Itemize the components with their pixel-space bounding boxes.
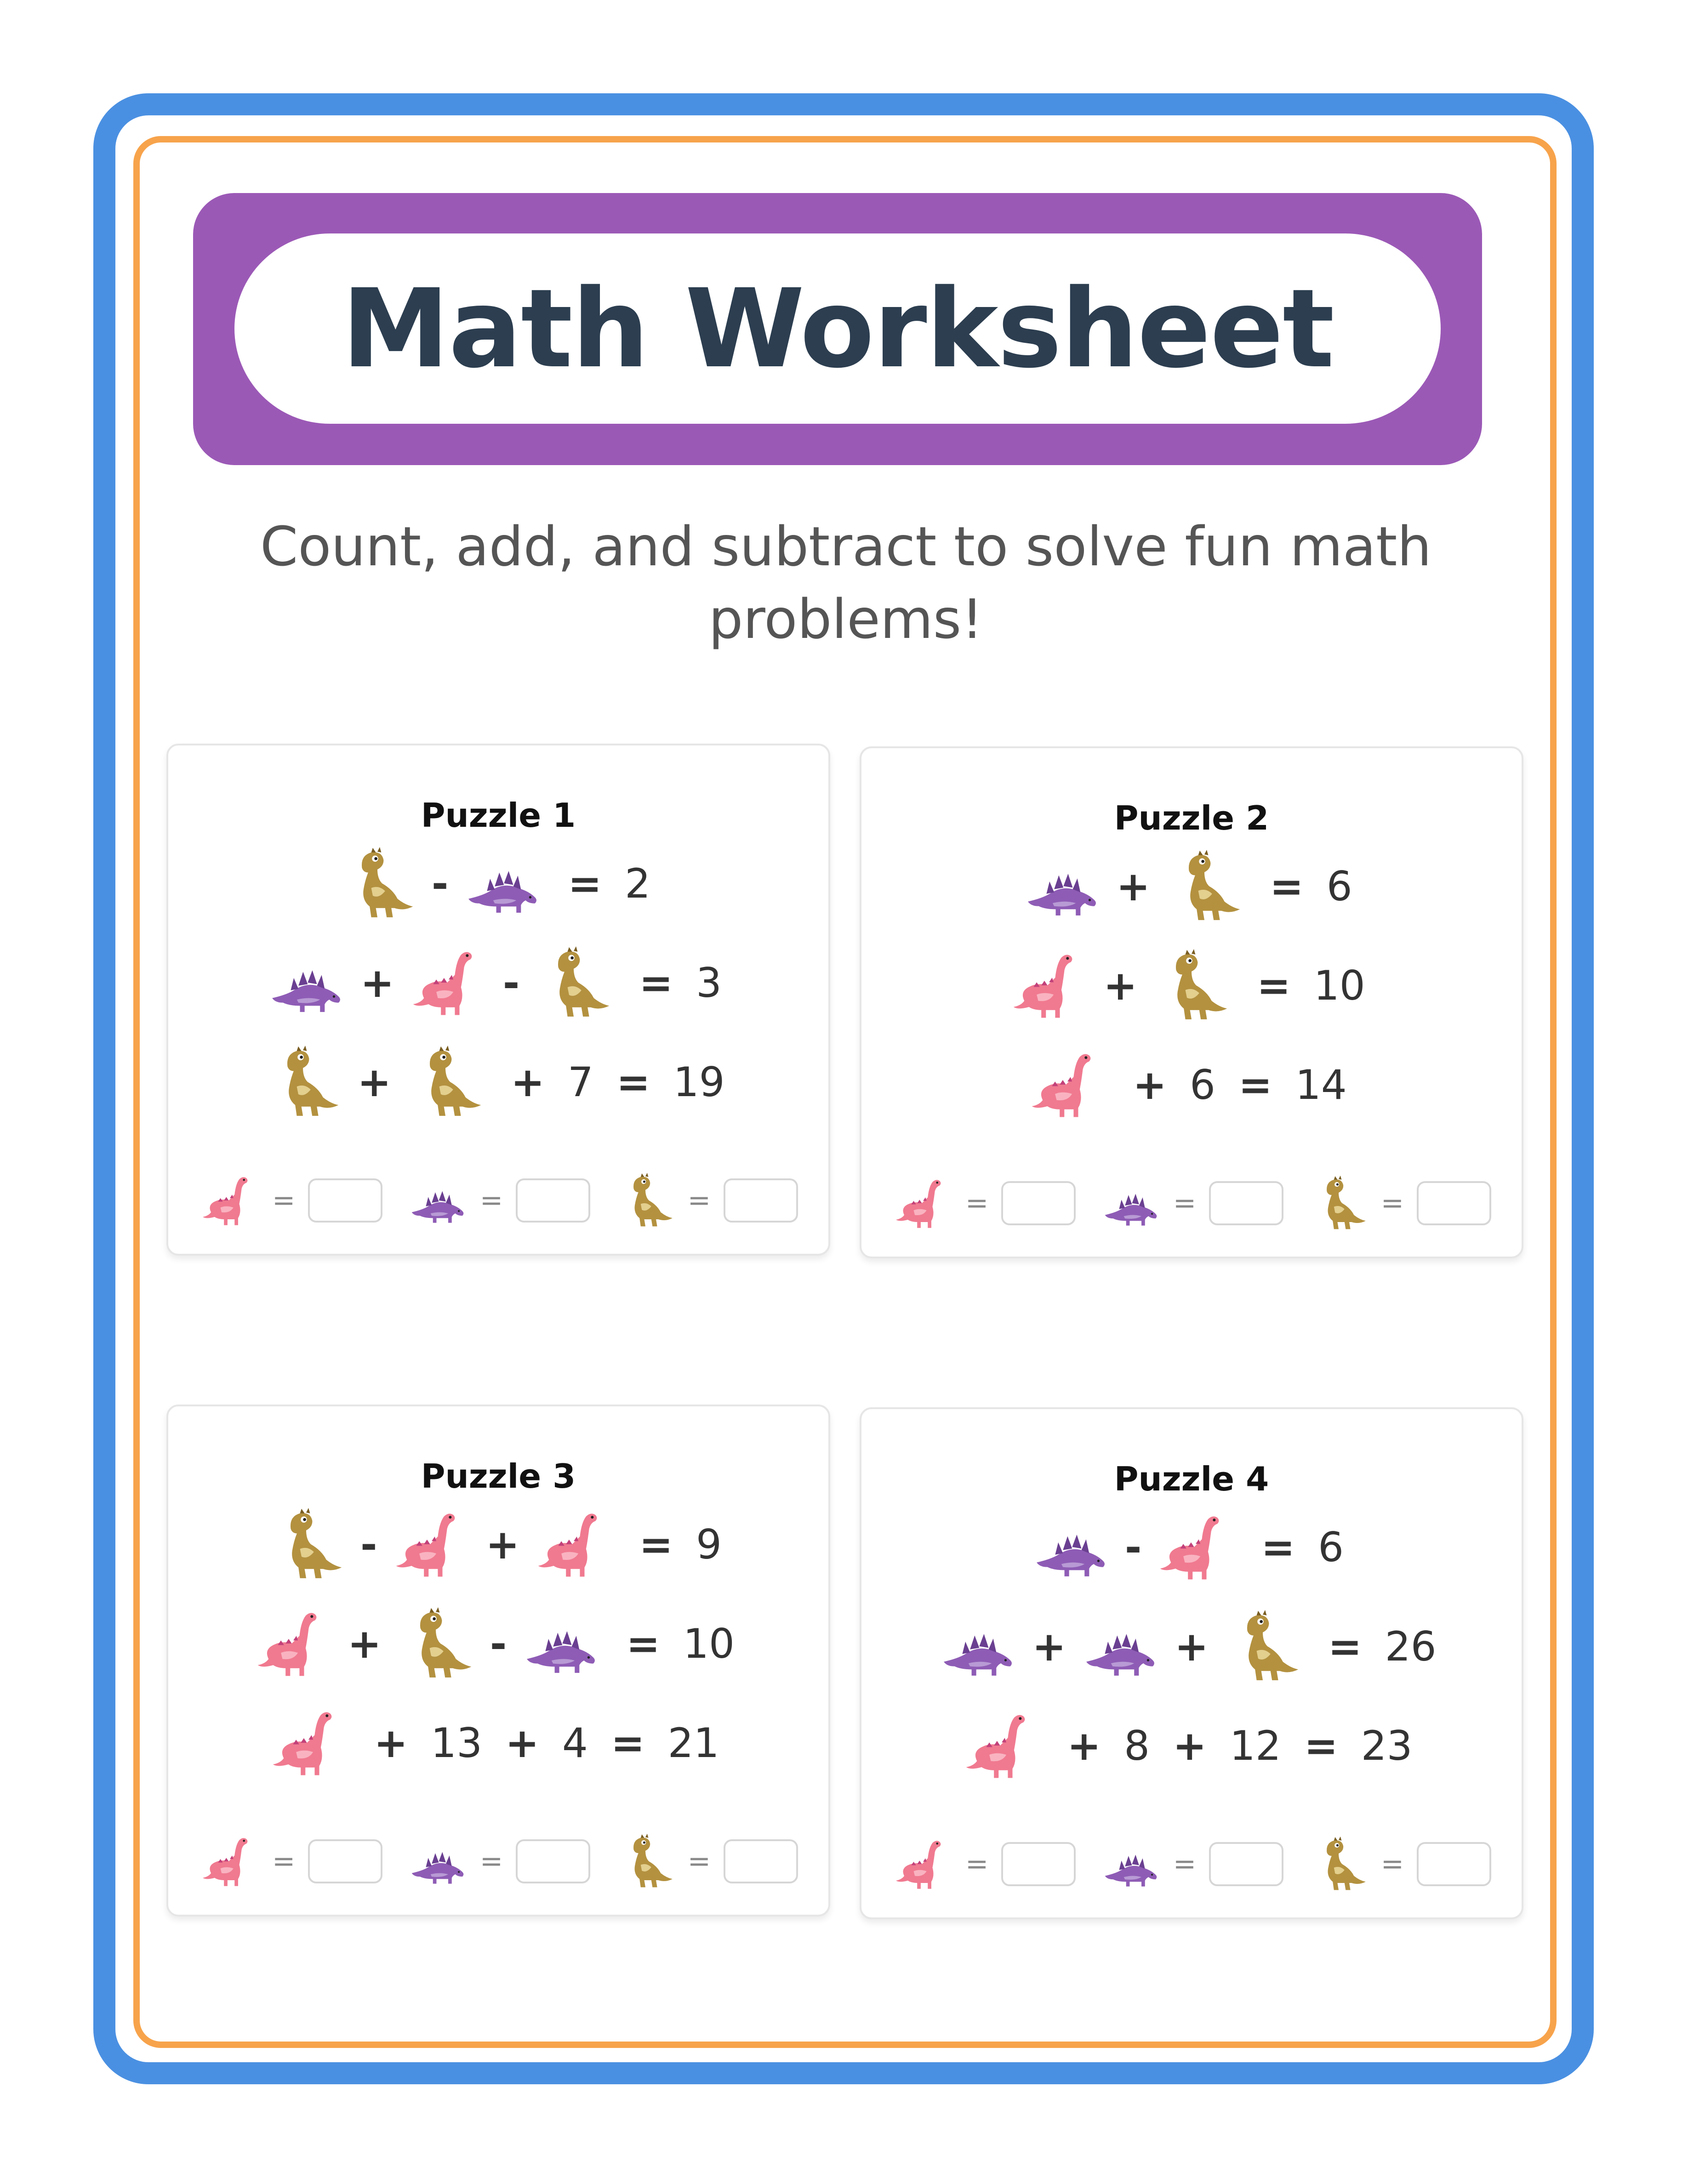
puzzle-card bbox=[860, 1407, 1523, 1919]
operator: + bbox=[1133, 1061, 1167, 1109]
brown-dino-icon bbox=[339, 845, 416, 922]
purple-dino-icon bbox=[1023, 847, 1101, 925]
answer-equals: = bbox=[272, 1184, 296, 1217]
puzzle-title: Puzzle 1 bbox=[421, 796, 576, 835]
answer-group bbox=[894, 1835, 1076, 1894]
purple-dino-icon bbox=[408, 1832, 467, 1891]
brown-dino-icon bbox=[407, 1043, 484, 1120]
operator: = bbox=[610, 1719, 645, 1767]
purple-dino-icon bbox=[1032, 1508, 1109, 1586]
pink-dino-answer-box[interactable] bbox=[308, 1839, 382, 1883]
purple-dino-icon bbox=[1101, 1835, 1160, 1894]
equation-value: 2 bbox=[625, 859, 651, 907]
operator: - bbox=[360, 1520, 377, 1568]
equation-row bbox=[861, 1704, 1522, 1787]
equation-value: 9 bbox=[696, 1520, 722, 1568]
operator: = bbox=[1270, 862, 1304, 910]
answer-equals: = bbox=[1173, 1848, 1197, 1880]
purple-dino-icon bbox=[408, 1171, 467, 1230]
equation-value: 6 bbox=[1326, 862, 1352, 910]
equation-row bbox=[168, 1041, 828, 1123]
puzzle-title: Puzzle 2 bbox=[1114, 799, 1269, 837]
puzzle-title: Puzzle 4 bbox=[1114, 1460, 1269, 1498]
operator: = bbox=[568, 859, 602, 907]
pink-dino-icon bbox=[894, 1835, 952, 1894]
pink-dino-icon bbox=[1029, 1046, 1106, 1123]
brown-dino-answer-box[interactable] bbox=[1417, 1842, 1491, 1886]
answer-group bbox=[1101, 1835, 1283, 1894]
equation-row bbox=[861, 1506, 1522, 1588]
pink-dino-icon bbox=[270, 1704, 347, 1781]
answer-group bbox=[616, 1171, 798, 1230]
answer-group bbox=[408, 1171, 590, 1230]
equation-value: 23 bbox=[1361, 1722, 1413, 1769]
answer-group bbox=[894, 1174, 1076, 1233]
answer-equals: = bbox=[1380, 1848, 1404, 1880]
brown-dino-icon bbox=[264, 1043, 342, 1120]
title-pill bbox=[234, 233, 1441, 424]
operator: = bbox=[616, 1058, 650, 1106]
equation-value: 26 bbox=[1385, 1622, 1437, 1670]
purple-dino-answer-box[interactable] bbox=[516, 1839, 590, 1883]
answer-row bbox=[200, 1168, 798, 1233]
operator: = bbox=[1328, 1622, 1362, 1670]
pink-dino-icon bbox=[894, 1174, 952, 1233]
purple-dino-icon bbox=[1101, 1174, 1160, 1233]
operator: = bbox=[626, 1620, 660, 1667]
page-title: Math Worksheet bbox=[342, 265, 1334, 392]
purple-dino-icon bbox=[939, 1608, 1016, 1685]
pink-dino-icon bbox=[393, 1506, 470, 1583]
operator: = bbox=[639, 959, 673, 1007]
operator: + bbox=[1032, 1622, 1066, 1670]
puzzle-title: Puzzle 3 bbox=[421, 1457, 576, 1496]
operator: + bbox=[511, 1058, 545, 1106]
operator: = bbox=[1238, 1061, 1272, 1109]
equation-value: 4 bbox=[562, 1719, 588, 1767]
answer-group bbox=[1309, 1174, 1491, 1233]
answer-equals: = bbox=[687, 1184, 711, 1217]
operator: - bbox=[1124, 1523, 1142, 1571]
brown-dino-icon bbox=[1309, 1835, 1368, 1894]
purple-dino-icon bbox=[1082, 1608, 1159, 1685]
operator: + bbox=[1116, 862, 1150, 910]
equation-row bbox=[168, 842, 828, 925]
pink-dino-icon bbox=[1157, 1508, 1234, 1586]
operator: + bbox=[1103, 961, 1137, 1009]
equation-value: 19 bbox=[673, 1058, 725, 1106]
purple-dino-answer-box[interactable] bbox=[1209, 1842, 1283, 1886]
answer-equals: = bbox=[687, 1845, 711, 1877]
operator: - bbox=[431, 859, 449, 907]
equation-row bbox=[168, 1503, 828, 1586]
operator: = bbox=[1304, 1722, 1338, 1769]
answer-group bbox=[1101, 1174, 1283, 1233]
brown-dino-icon bbox=[1166, 847, 1243, 925]
puzzle-card bbox=[166, 744, 830, 1256]
operator: = bbox=[639, 1520, 673, 1568]
page-subtitle: Count, add, and subtract to solve fun math problems! bbox=[260, 515, 1432, 651]
equation-row bbox=[861, 1605, 1522, 1688]
purple-dino-answer-box[interactable] bbox=[1209, 1181, 1283, 1225]
equation-row bbox=[168, 941, 828, 1024]
puzzle-card bbox=[166, 1405, 830, 1917]
pink-dino-icon bbox=[535, 1506, 612, 1583]
operator: + bbox=[1067, 1722, 1101, 1769]
operator: + bbox=[505, 1719, 539, 1767]
answer-equals: = bbox=[479, 1184, 503, 1217]
equation-value: 13 bbox=[431, 1719, 483, 1767]
equation-row bbox=[861, 845, 1522, 927]
equation-value: 3 bbox=[696, 959, 722, 1007]
operator: = bbox=[1261, 1523, 1295, 1571]
pink-dino-answer-box[interactable] bbox=[1001, 1842, 1076, 1886]
pink-dino-answer-box[interactable] bbox=[1001, 1181, 1076, 1225]
operator: + bbox=[348, 1620, 382, 1667]
answer-row bbox=[200, 1829, 798, 1894]
purple-dino-icon bbox=[522, 1605, 599, 1682]
answer-equals: = bbox=[965, 1187, 989, 1219]
answer-equals: = bbox=[965, 1848, 989, 1880]
brown-dino-icon bbox=[397, 1605, 474, 1682]
brown-dino-icon bbox=[1153, 947, 1230, 1024]
operator: + bbox=[357, 1058, 392, 1106]
puzzle-card bbox=[860, 746, 1523, 1258]
answer-group bbox=[200, 1171, 382, 1230]
pink-dino-icon bbox=[1010, 947, 1088, 1024]
equation-value: 7 bbox=[567, 1058, 593, 1106]
equation-value: 8 bbox=[1124, 1722, 1150, 1769]
brown-dino-icon bbox=[268, 1506, 345, 1583]
equation-value: 14 bbox=[1295, 1061, 1347, 1109]
equation-value: 10 bbox=[683, 1620, 735, 1667]
pink-dino-icon bbox=[255, 1605, 332, 1682]
answer-equals: = bbox=[1173, 1187, 1197, 1219]
operator: - bbox=[490, 1620, 507, 1667]
operator: + bbox=[1175, 1622, 1209, 1670]
equation-value: 6 bbox=[1190, 1061, 1215, 1109]
equation-row bbox=[168, 1701, 828, 1784]
answer-row bbox=[894, 1171, 1491, 1235]
purple-dino-icon bbox=[268, 944, 345, 1021]
brown-dino-answer-box[interactable] bbox=[724, 1839, 798, 1883]
pink-dino-icon bbox=[200, 1171, 259, 1230]
brown-dino-answer-box[interactable] bbox=[724, 1178, 798, 1223]
brown-dino-answer-box[interactable] bbox=[1417, 1181, 1491, 1225]
brown-dino-icon bbox=[535, 944, 612, 1021]
equation-value: 6 bbox=[1318, 1523, 1344, 1571]
answer-group bbox=[616, 1832, 798, 1891]
pink-dino-icon bbox=[963, 1707, 1040, 1784]
operator: = bbox=[1257, 961, 1291, 1009]
operator: + bbox=[485, 1520, 520, 1568]
brown-dino-icon bbox=[1224, 1608, 1301, 1685]
pink-dino-icon bbox=[200, 1832, 259, 1891]
answer-group bbox=[408, 1832, 590, 1891]
equation-value: 10 bbox=[1313, 961, 1365, 1009]
operator: + bbox=[1173, 1722, 1207, 1769]
answer-equals: = bbox=[479, 1845, 503, 1877]
answer-group bbox=[1309, 1835, 1491, 1894]
brown-dino-icon bbox=[1309, 1174, 1368, 1233]
operator: + bbox=[374, 1719, 408, 1767]
answer-equals: = bbox=[272, 1845, 296, 1877]
pink-dino-answer-box[interactable] bbox=[308, 1178, 382, 1223]
equation-row bbox=[861, 944, 1522, 1027]
pink-dino-icon bbox=[410, 944, 487, 1021]
equation-row bbox=[168, 1602, 828, 1685]
equation-value: 12 bbox=[1229, 1722, 1281, 1769]
answer-equals: = bbox=[1380, 1187, 1404, 1219]
answer-group bbox=[200, 1832, 382, 1891]
operator: + bbox=[360, 959, 394, 1007]
brown-dino-icon bbox=[616, 1171, 675, 1230]
operator: - bbox=[502, 959, 520, 1007]
answer-row bbox=[894, 1832, 1491, 1896]
equation-row bbox=[861, 1043, 1522, 1126]
purple-dino-icon bbox=[464, 845, 541, 922]
purple-dino-answer-box[interactable] bbox=[516, 1178, 590, 1223]
equation-value: 21 bbox=[667, 1719, 719, 1767]
brown-dino-icon bbox=[616, 1832, 675, 1891]
